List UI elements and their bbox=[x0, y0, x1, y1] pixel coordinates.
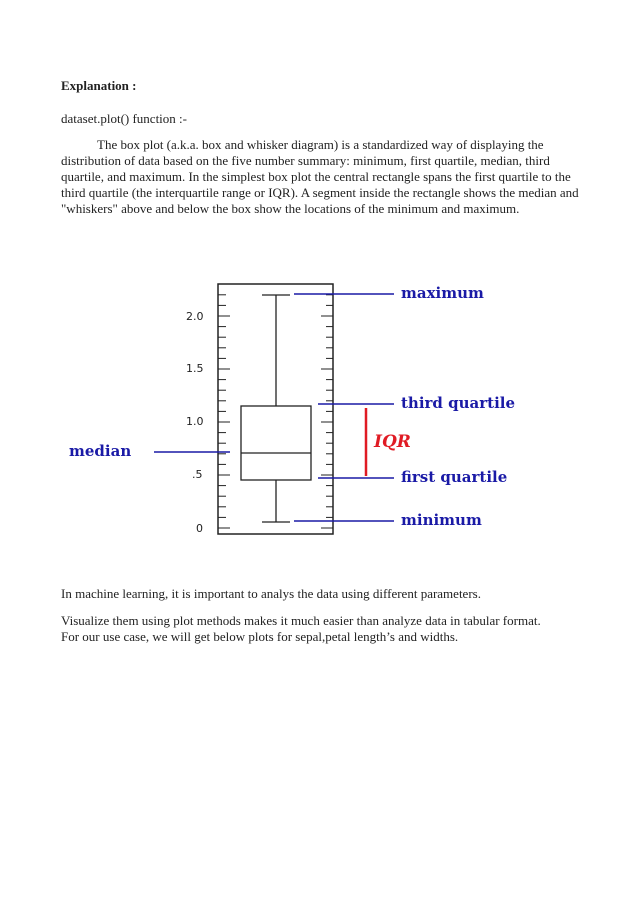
tick-label-1-0: 1.0 bbox=[186, 415, 204, 428]
box-plot-paragraph: The box plot (a.k.a. box and whisker diagram) is a standardized way of displaying the distribution of data based on the five number summary: minimum, first quartile, median, third quartile, and maximum. In the simplest box plot the central rectangle spans the first quartile to the third quartile (the interquartile range or IQR). A segment inside the rectangle shows the median and "whiskers" above and below the box show the locations of the minimum and maximum. bbox=[61, 137, 579, 216]
third-quartile-label: third quartile bbox=[401, 394, 516, 412]
box-plot-figure bbox=[60, 270, 560, 550]
visualize-line-1: Visualize them using plot methods makes it much easier than analyze data in tabular format. bbox=[61, 613, 541, 628]
box-plot-diagram bbox=[60, 270, 560, 550]
tick-label-0-5: .5 bbox=[192, 468, 203, 481]
tick-label-0: 0 bbox=[196, 522, 203, 535]
ml-paragraph: In machine learning, it is important to analys the data using different parameters. bbox=[61, 586, 481, 601]
right-tick-marks bbox=[321, 295, 333, 528]
median-label: median bbox=[69, 442, 132, 460]
tick-label-1-5: 1.5 bbox=[186, 362, 204, 375]
iqr-label: IQR bbox=[374, 432, 411, 452]
tick-label-2-0: 2.0 bbox=[186, 310, 204, 323]
minimum-label: minimum bbox=[401, 511, 482, 529]
iqr-box bbox=[241, 406, 311, 480]
function-line: dataset.plot() function :- bbox=[61, 111, 187, 126]
visualize-paragraph bbox=[61, 613, 601, 645]
explanation-heading: Explanation : bbox=[61, 78, 137, 93]
first-quartile-label: first quartile bbox=[401, 468, 508, 486]
left-tick-marks bbox=[218, 295, 230, 528]
maximum-label: maximum bbox=[401, 284, 484, 302]
visualize-line-2: For our use case, we will get below plots for sepal,petal length’s and widths. bbox=[61, 629, 459, 644]
